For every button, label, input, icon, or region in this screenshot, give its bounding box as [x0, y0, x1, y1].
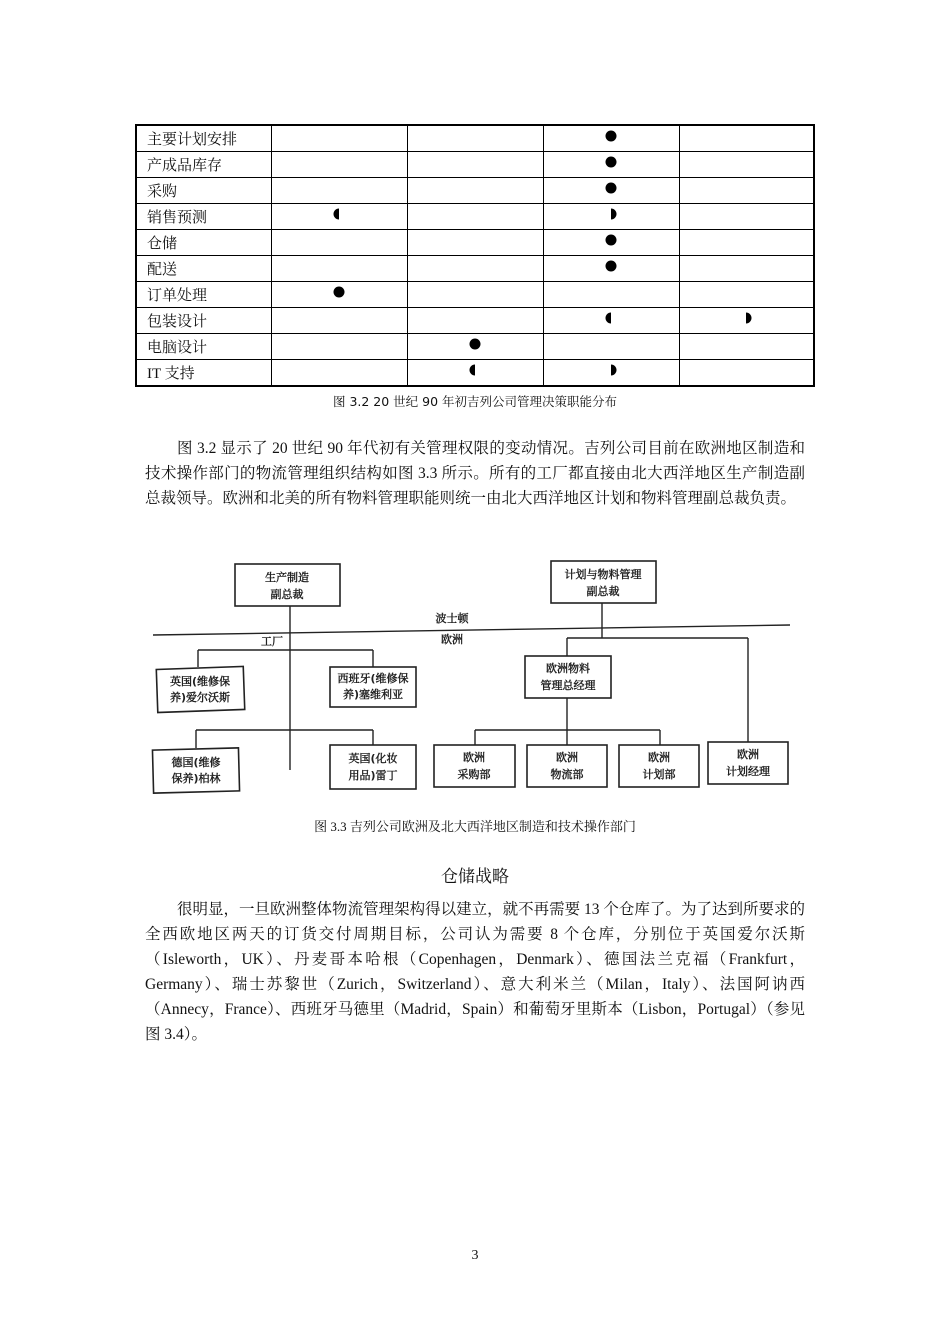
vp-planning-line1: 计划与物料管理	[564, 568, 642, 581]
section-heading-warehousing: 仓储战略	[441, 867, 509, 887]
figure-3-3-caption: 图 3.3 吉列公司欧洲及北大西洋地区制造和技术操作部门	[314, 819, 636, 834]
paragraph-management-change: 图 3.2 显示了 20 世纪 90 年代初有关管理权限的变动情况。吉列公司目前在欧洲地区制造和技术操作部门的物流管理组织结构如图 3.3 所示。所有的工厂都直接由北大西洋地区生产制造副总裁领导。欧洲和北美的所有物料管理职能则统一由北大西洋地区计划和物料管理副总裁负责。	[145, 440, 805, 507]
europe-materials-gm-line2: 管理总经理	[540, 679, 596, 692]
europe-planning-dept-line2: 计划部	[642, 768, 676, 781]
europe-materials-gm-line1: 欧洲物料	[546, 662, 590, 675]
paragraph-warehouse-strategy: 很明显，一旦欧洲整体物流管理架构得以建立，就不再需要 13 个仓库了。为了达到所要求的全西欧地区两天的订货交付周期目标，公司认为需要 8 个仓库，分别位于英国爱尔沃斯（Isleworth，UK）、丹麦哥本哈根（Copenhagen，Denmark）、德国法兰克福（Frankfurt，Germany）、瑞士苏黎世（Zurich，Switzerland）、意大利米兰（Milan，Italy）、法国阿讷西（Annecy，France）、西班牙马德里（Madrid，Spain）和葡萄牙里斯本（Lisbon，Portugal）（参见图 3.4）。	[145, 901, 805, 1043]
row-label: 包装设计	[136, 308, 271, 334]
germany-berlin-line2: 保养)柏林	[171, 772, 221, 785]
row-label: 销售预测	[136, 204, 271, 230]
boston-label: 波士顿	[435, 612, 469, 625]
uk-reading-line2: 用品)雷丁	[348, 769, 398, 782]
vp-planning-line2: 副总裁	[586, 585, 620, 598]
germany-berlin-line1: 德国(维修	[171, 756, 221, 769]
uk-reading-line1: 英国(化妆	[348, 752, 398, 765]
row-label: 配送	[136, 256, 271, 282]
europe-planning-manager-line2: 计划经理	[726, 765, 770, 778]
europe-label: 欧洲	[441, 633, 463, 646]
europe-logistics-line1: 欧洲	[556, 751, 578, 764]
row-label: 电脑设计	[136, 334, 271, 360]
uk-isleworth-line1: 英国(维修保	[169, 675, 231, 688]
row-label: IT 支持	[136, 360, 271, 387]
row-label: 主要计划安排	[136, 125, 271, 152]
spain-seville-line2: 养)塞维利亚	[342, 688, 404, 701]
europe-planning-manager-line1: 欧洲	[737, 748, 759, 761]
factory-label: 工厂	[261, 635, 283, 648]
europe-planning-dept-line1: 欧洲	[648, 751, 670, 764]
page-number: 3	[471, 1248, 479, 1263]
spain-seville-line1: 西班牙(维修保	[337, 672, 409, 685]
vp-production-line2: 副总裁	[270, 588, 304, 601]
vp-production-line1: 生产制造	[265, 571, 309, 584]
row-label: 仓储	[136, 230, 271, 256]
uk-isleworth-box	[156, 666, 244, 712]
figure-3-2-caption: 图 3.2 20 世纪 90 年初吉列公司管理决策职能分布	[332, 394, 618, 409]
europe-purchasing-line1: 欧洲	[463, 751, 485, 764]
boston-europe-divider	[153, 625, 790, 635]
row-label: 采购	[136, 178, 271, 204]
uk-isleworth-line2: 养)爱尔沃斯	[169, 691, 231, 704]
europe-purchasing-line2: 采购部	[457, 768, 491, 781]
row-label: 订单处理	[136, 282, 271, 308]
germany-berlin-box	[152, 748, 239, 793]
europe-logistics-line2: 物流部	[550, 768, 584, 781]
row-label: 产成品库存	[136, 152, 271, 178]
